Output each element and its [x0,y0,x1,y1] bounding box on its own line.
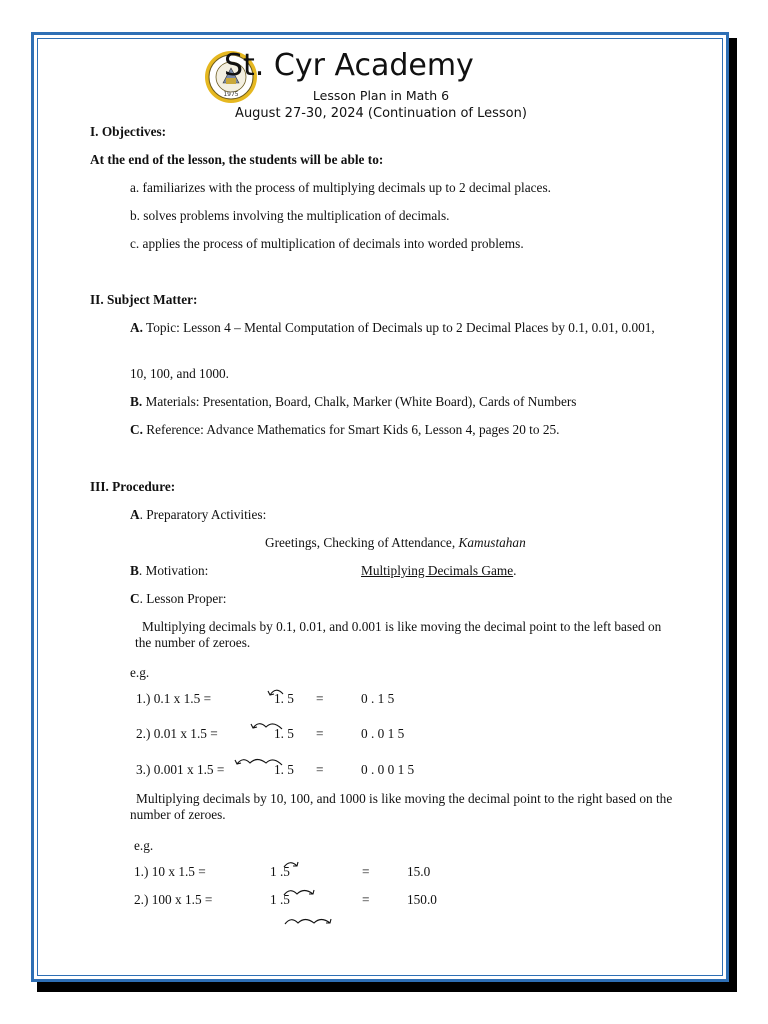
preparatory-line [130,507,266,523]
objective-item: c. applies the process of multiplication of decimals into worded problems. [130,236,524,251]
lesson-plan-subtitle: Lesson Plan in Math 6 [312,88,450,103]
lesson-proper-text: . Lesson Proper: [139,591,227,606]
decimal-move-right-arrow-icon [281,859,301,871]
preparatory-detail [265,535,526,551]
objective-item: a. familiarizes with the process of multiplying decimals up to 2 decimal places. [130,180,551,195]
decimal-move-right-arrow-icon [282,915,336,927]
example-shift: 1. 5 [274,726,294,741]
motivation-game-title: Multiplying Decimals Game [361,563,514,578]
preparatory-detail-text: Greetings, Checking of Attendance, [265,535,459,550]
objectives-heading: I. Objectives: [90,124,167,139]
example-expression: 2.) 0.01 x 1.5 = [136,726,218,741]
decimal-move-left-arrow-icon [250,721,286,733]
topic-text: Topic: Lesson 4 – Mental Computation of Decimals up to 2 Decimal Places by 0.1, 0.01, 0.001, [142,320,655,335]
lesson-paragraph-left: Multiplying decimals by 0.1, 0.01, and 0.001 is like moving the decimal point to the left based on the number of zeroes. [135,619,662,650]
topic-continuation: 10, 100, and 1000. [130,366,229,381]
example-shift: 1. 5 [274,691,294,706]
example-expression: 3.) 0.001 x 1.5 = [136,762,225,777]
reference-label: C. [130,422,143,437]
motivation-game [361,563,516,579]
decimal-move-left-arrow-icon [266,686,286,698]
reference-line [130,422,559,438]
school-name: St. Cyr Academy [224,48,474,83]
seal-year: 1975 [223,91,239,98]
example-equals: = [316,691,324,706]
topic-line [130,320,670,336]
motivation-text: . Motivation: [138,563,209,578]
objectives-intro: At the end of the lesson, the students will be able to: [90,152,384,167]
example-result: 0 . 0 1 5 [361,726,405,741]
preparatory-text: . Preparatory Activities: [139,507,267,522]
example-shift: 1 .5 [270,892,290,907]
lesson-proper-line [130,591,226,607]
example-expression: 1.) 10 x 1.5 = [134,864,206,879]
preparatory-detail-italic: Kamustahan [458,535,526,550]
materials-label: B. [130,394,143,409]
topic-label: A. [130,320,143,335]
example-label: e.g. [134,838,154,853]
example-label: e.g. [130,665,150,680]
example-result: 15.0 [407,864,431,879]
example-equals: = [362,892,370,907]
example-expression: 1.) 0.1 x 1.5 = [136,691,212,706]
preparatory-label: A [130,507,140,522]
decimal-move-left-arrow-icon [234,757,286,769]
example-expression: 2.) 100 x 1.5 = [134,892,213,907]
reference-text: Reference: Advance Mathematics for Smart Kids 6, Lesson 4, pages 20 to 25. [142,422,560,437]
example-shift: 1. 5 [274,762,294,777]
procedure-heading: III. Procedure: [90,479,176,494]
subject-matter-heading: II. Subject Matter: [90,292,198,307]
example-result: 0 . 0 0 1 5 [361,762,415,777]
motivation-game-end: . [513,563,517,578]
materials-text: Materials: Presentation, Board, Chalk, Marker (White Board), Cards of Numbers [142,394,577,409]
example-equals: = [316,726,324,741]
objective-item: b. solves problems involving the multiplication of decimals. [130,208,450,223]
example-shift: 1 .5 [270,864,290,879]
lesson-date: August 27-30, 2024 (Continuation of Lesson) [235,106,527,121]
example-equals: = [316,762,324,777]
lesson-proper-label: C [130,591,140,606]
materials-line [130,394,576,410]
lesson-paragraph-right: Multiplying decimals by 10, 100, and 1000 is like moving the decimal point to the right based on the number of zeroes. [130,791,673,822]
motivation-line [130,563,208,579]
example-equals: = [362,864,370,879]
example-result: 150.0 [407,892,437,907]
decimal-move-right-arrow-icon [281,887,319,899]
motivation-label: B [130,563,139,578]
example-result: 0 . 1 5 [361,691,395,706]
